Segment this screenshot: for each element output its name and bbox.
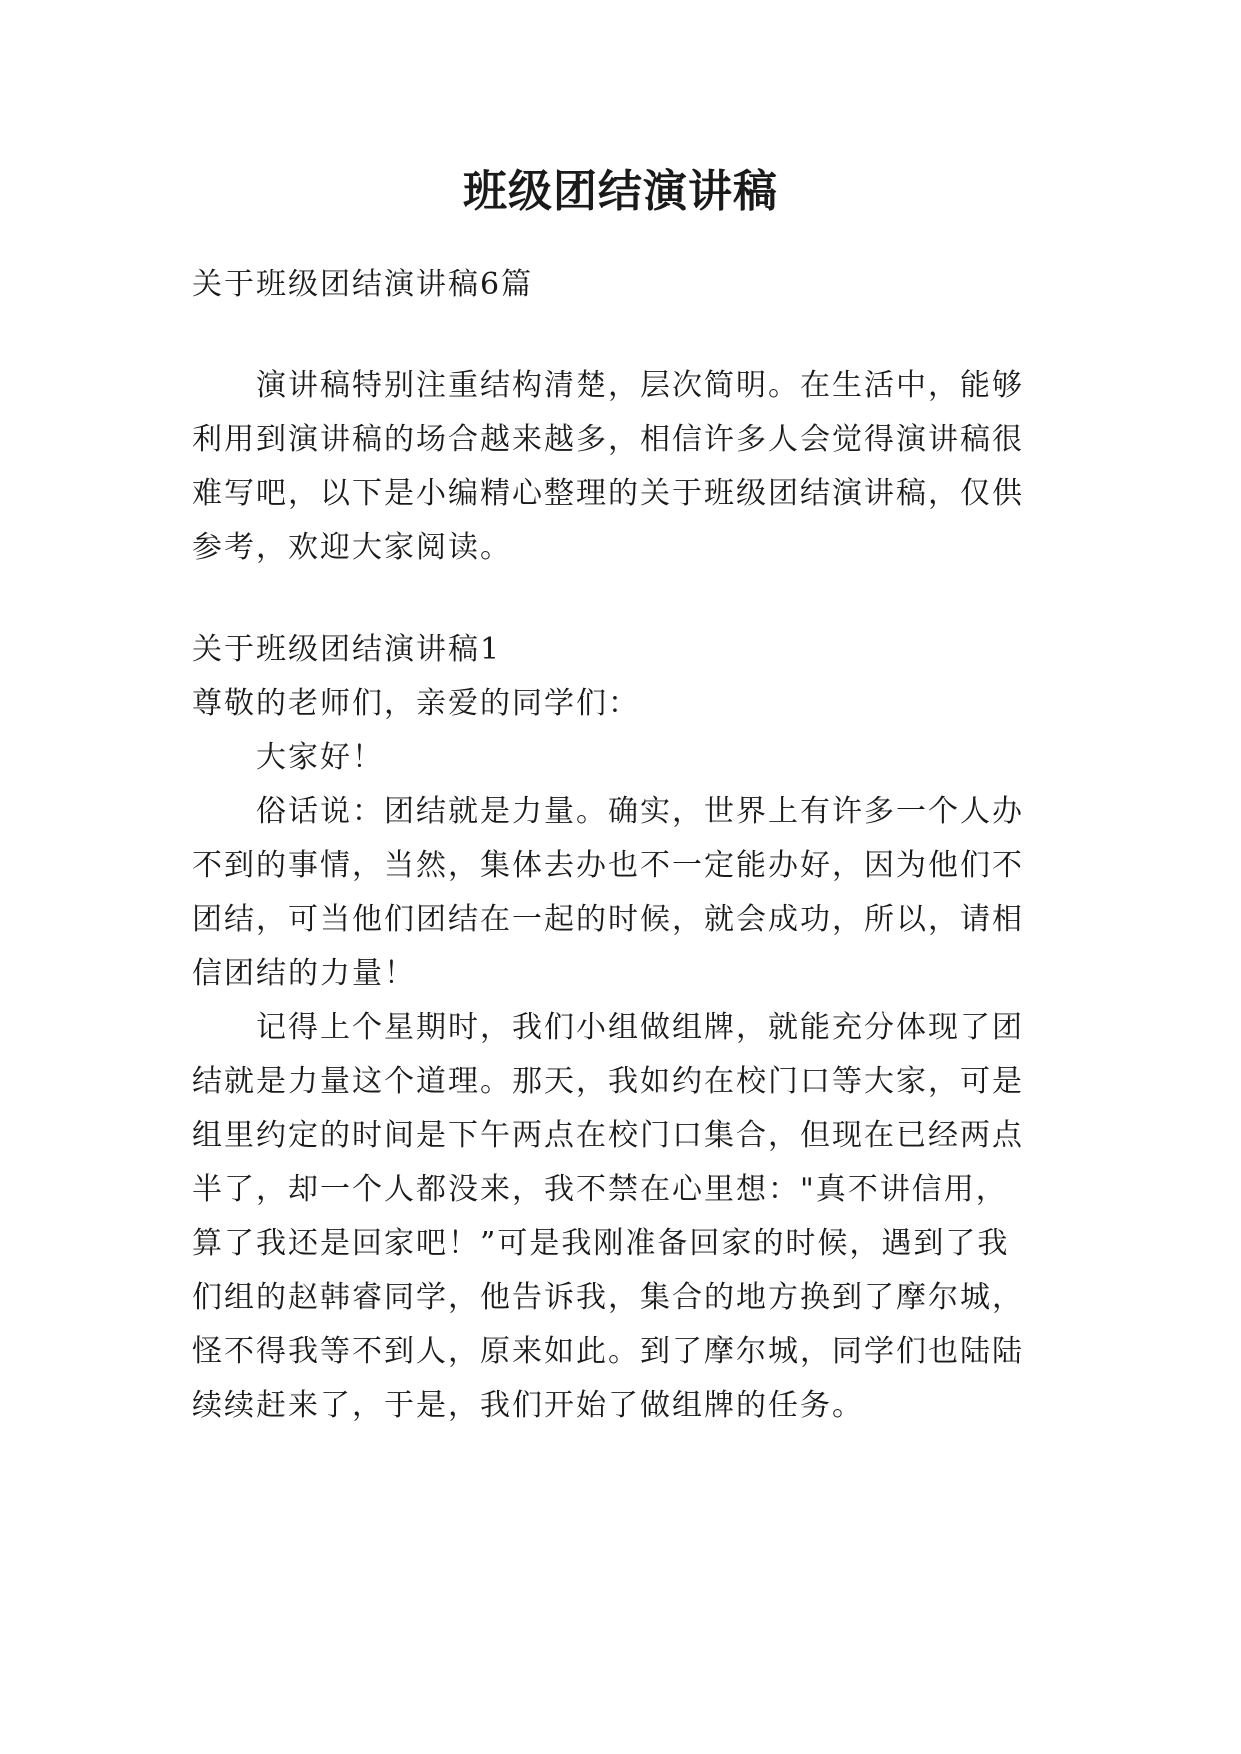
- intro-line: 利用到演讲稿的场合越来越多，相信许多人会觉得演讲稿很: [192, 422, 1024, 457]
- paragraph-line: 结就是力量这个道理。那天，我如约在校门口等大家，可是: [192, 1064, 1024, 1099]
- paragraph-line: 半了，却一个人都没来，我不禁在心里想："真不讲信用，: [192, 1172, 1008, 1207]
- paragraph-line: 俗话说：团结就是力量。确实，世界上有许多一个人办: [256, 794, 1024, 829]
- intro-line: 演讲稿特别注重结构清楚，层次简明。在生活中，能够: [256, 368, 1024, 403]
- paragraph-line: 算了我还是回家吧！”可是我刚准备回家的时候，遇到了我: [192, 1226, 1010, 1261]
- paragraph-line: 组里约定的时间是下午两点在校门口集合，但现在已经两点: [192, 1118, 1024, 1153]
- document-subtitle: 关于班级团结演讲稿6篇: [192, 267, 534, 302]
- intro-line: 难写吧，以下是小编精心整理的关于班级团结演讲稿，仅供: [192, 476, 1024, 511]
- paragraph-line: 团结，可当他们团结在一起的时候，就会成功，所以，请相: [192, 902, 1024, 937]
- paragraph-line: 们组的赵韩睿同学，他告诉我，集合的地方换到了摩尔城，: [192, 1280, 1024, 1315]
- paragraph-line: 记得上个星期时，我们小组做组牌，就能充分体现了团: [256, 1010, 1024, 1045]
- greeting: 大家好！: [256, 740, 384, 775]
- document-title: 班级团结演讲稿: [463, 166, 778, 217]
- paragraph-line: 不到的事情，当然，集体去办也不一定能办好，因为他们不: [192, 848, 1024, 883]
- intro-line: 参考，欢迎大家阅读。: [192, 530, 512, 565]
- section-heading: 关于班级团结演讲稿1: [192, 632, 502, 667]
- salutation: 尊敬的老师们，亲爱的同学们：: [192, 686, 640, 721]
- paragraph-line: 续续赶来了，于是，我们开始了做组牌的任务。: [192, 1388, 864, 1423]
- paragraph-line: 怪不得我等不到人，原来如此。到了摩尔城，同学们也陆陆: [192, 1334, 1024, 1369]
- paragraph-line: 信团结的力量！: [192, 956, 416, 991]
